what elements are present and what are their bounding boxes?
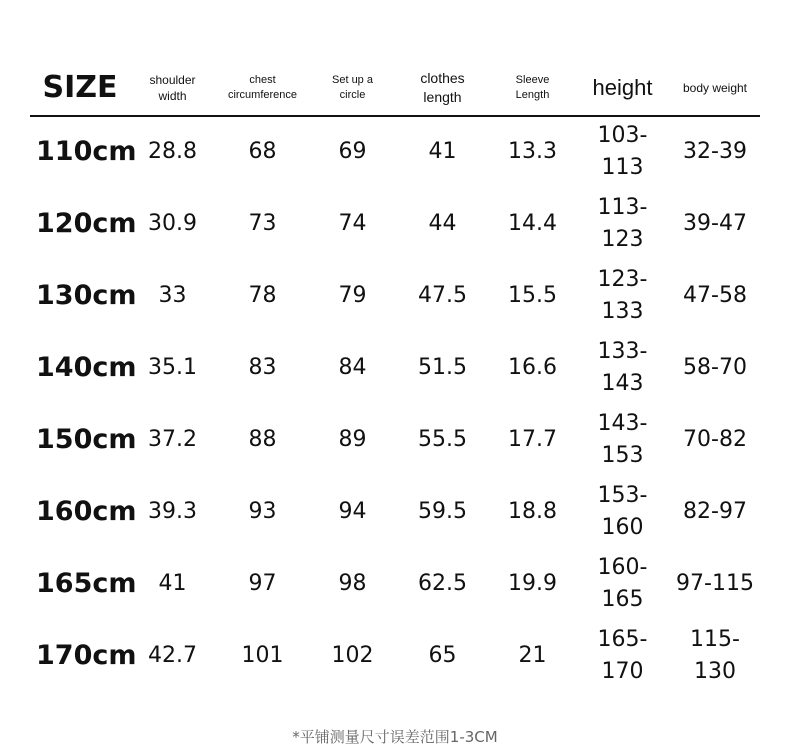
sleeve-length-cell: 15.5 (508, 283, 557, 308)
clothes-length-cell: 59.5 (418, 499, 467, 524)
size-cell: 130cm (36, 280, 137, 311)
sleeve-length-cell: 21 (518, 643, 547, 668)
header-chest-circumference (215, 60, 310, 116)
height-cell (575, 188, 670, 260)
body-weight-cell (670, 188, 760, 260)
clothes-length-cell: 51.5 (418, 355, 467, 380)
header-circle-line1: Set up a (332, 74, 373, 87)
header-shoulder-line2: width (158, 89, 187, 103)
set-up-circle-cell: 98 (338, 571, 367, 596)
height-cell-line: 143- (597, 411, 648, 436)
header-length-line2: length (423, 89, 462, 105)
header-height: height (592, 75, 653, 101)
height-cell-line: 123 (601, 227, 644, 252)
set-up-circle-cell: 74 (338, 211, 367, 236)
clothes-length-cell: 65 (428, 643, 457, 668)
sleeve-length-cell: 14.4 (508, 211, 557, 236)
body-weight-cell (670, 548, 760, 620)
height-cell-line: 165 (601, 587, 644, 612)
set-up-circle-cell: 94 (338, 499, 367, 524)
size-cell: 110cm (36, 136, 137, 167)
shoulder-width-cell: 33 (158, 283, 187, 308)
shoulder-width-cell: 37.2 (148, 427, 197, 452)
chest-circumference-cell: 88 (248, 427, 277, 452)
size-cell: 120cm (36, 208, 137, 239)
body-weight-cell (670, 332, 760, 404)
set-up-circle-cell: 69 (338, 139, 367, 164)
shoulder-width-cell: 41 (158, 571, 187, 596)
chest-circumference-cell: 68 (248, 139, 277, 164)
size-cell: 150cm (36, 424, 137, 455)
chest-circumference-cell: 78 (248, 283, 277, 308)
height-cell-line: 133- (597, 339, 648, 364)
clothes-length-cell: 41 (428, 139, 457, 164)
height-cell (575, 116, 670, 188)
sleeve-length-cell: 17.7 (508, 427, 557, 452)
header-sleeve-line2: Length (515, 89, 550, 101)
height-cell (575, 332, 670, 404)
header-shoulder-width (130, 60, 215, 116)
size-cell: 170cm (36, 640, 137, 671)
table-row (30, 620, 760, 692)
header-sleeve-line1: Sleeve (515, 74, 550, 87)
chest-circumference-cell: 101 (241, 643, 284, 668)
body-weight-cell-line: 58-70 (683, 355, 747, 380)
chest-circumference-cell: 73 (248, 211, 277, 236)
table-row (30, 188, 760, 260)
shoulder-width-cell: 42.7 (148, 643, 197, 668)
body-weight-cell-line: 97-115 (676, 571, 754, 596)
height-cell (575, 476, 670, 548)
height-cell (575, 548, 670, 620)
body-weight-cell (670, 404, 760, 476)
height-cell-line: 165- (597, 627, 648, 652)
clothes-length-cell: 62.5 (418, 571, 467, 596)
set-up-circle-cell: 79 (338, 283, 367, 308)
size-cell: 160cm (36, 496, 137, 527)
height-cell-line: 160- (597, 555, 648, 580)
body-weight-cell (670, 116, 760, 188)
sleeve-length-cell: 19.9 (508, 571, 557, 596)
height-cell-line: 123- (597, 267, 648, 292)
height-cell (575, 260, 670, 332)
shoulder-width-cell: 39.3 (148, 499, 197, 524)
sleeve-length-cell: 16.6 (508, 355, 557, 380)
body-weight-cell-line: 47-58 (683, 283, 747, 308)
chest-circumference-cell: 93 (248, 499, 277, 524)
height-cell-line: 160 (601, 515, 644, 540)
body-weight-cell-line: 130 (694, 659, 736, 684)
table-row (30, 476, 760, 548)
height-cell-line: 143 (601, 371, 644, 396)
chest-circumference-cell: 97 (248, 571, 277, 596)
height-cell-line: 133 (601, 299, 644, 324)
header-chest-line1: chest (249, 74, 276, 87)
sleeve-length-cell: 18.8 (508, 499, 557, 524)
header-body-weight: body weight (682, 80, 748, 95)
body-weight-cell (670, 260, 760, 332)
clothes-length-cell: 55.5 (418, 427, 467, 452)
header-circle-line2: circle (339, 89, 366, 101)
body-weight-cell-line: 32-39 (683, 139, 747, 164)
size-cell: 165cm (36, 568, 137, 599)
height-cell-line: 153- (597, 483, 648, 508)
body-weight-cell (670, 620, 760, 692)
measurement-footnote: *平铺测量尺寸误差范围1-3CM (292, 728, 498, 746)
height-cell-line: 103- (597, 123, 648, 148)
body-weight-cell (670, 476, 760, 548)
body-weight-cell-line: 39-47 (683, 211, 747, 236)
height-cell (575, 620, 670, 692)
chest-circumference-cell: 83 (248, 355, 277, 380)
body-weight-cell-line: 115- (690, 627, 740, 652)
set-up-circle-cell: 89 (338, 427, 367, 452)
header-length-line1: clothes (420, 70, 465, 87)
header-clothes-length (395, 60, 490, 116)
set-up-circle-cell: 102 (331, 643, 374, 668)
sleeve-length-cell: 13.3 (508, 139, 557, 164)
height-cell-line: 153 (601, 443, 644, 468)
height-cell-line: 113 (601, 155, 644, 180)
table-row (30, 332, 760, 404)
set-up-circle-cell: 84 (338, 355, 367, 380)
table-row (30, 260, 760, 332)
shoulder-width-cell: 35.1 (148, 355, 197, 380)
table-row (30, 548, 760, 620)
header-size: SIZE (42, 69, 118, 105)
size-cell: 140cm (36, 352, 137, 383)
header-set-up-circle (310, 60, 395, 116)
shoulder-width-cell: 28.8 (148, 139, 197, 164)
height-cell-line: 113- (597, 195, 648, 220)
body-weight-cell-line: 82-97 (683, 499, 747, 524)
header-shoulder-line1: shoulder (149, 72, 196, 87)
header-sleeve-length (490, 60, 575, 116)
clothes-length-cell: 44 (428, 211, 457, 236)
shoulder-width-cell: 30.9 (148, 211, 197, 236)
height-cell-line: 170 (601, 659, 644, 684)
header-chest-line2: circumference (227, 89, 298, 101)
body-weight-cell-line: 70-82 (683, 427, 747, 452)
table-row (30, 404, 760, 476)
clothes-length-cell: 47.5 (418, 283, 467, 308)
height-cell (575, 404, 670, 476)
table-row (30, 116, 760, 188)
